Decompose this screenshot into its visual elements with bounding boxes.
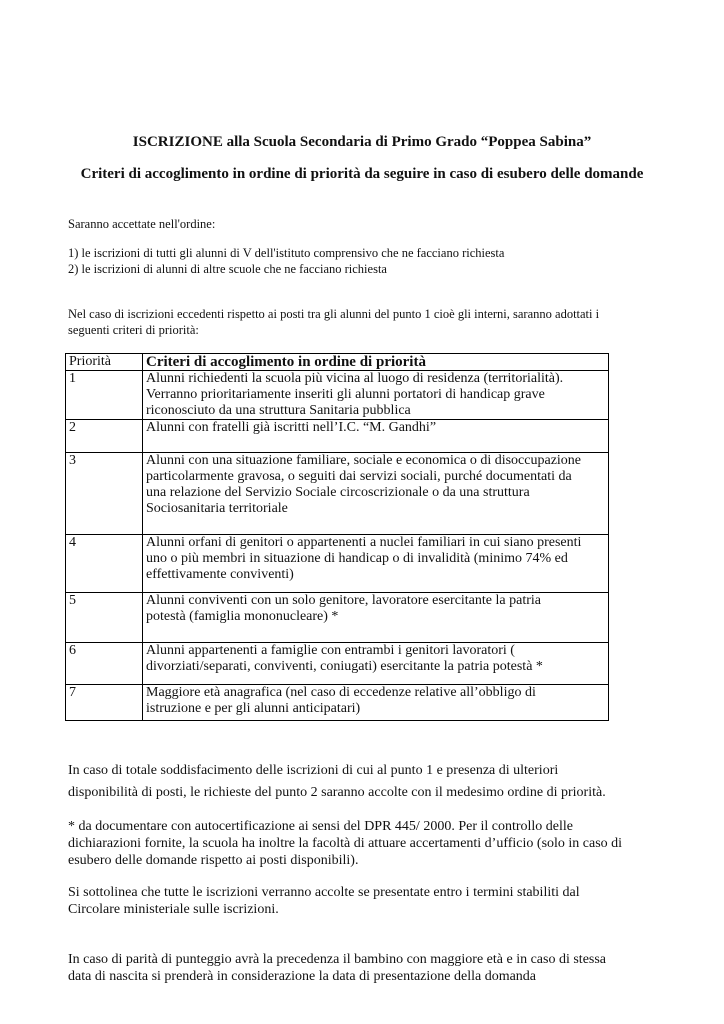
row-criteria: [143, 420, 609, 453]
paragraph-line: dichiarazioni fornite, la scuola ha inoltre la facoltà di attuare accertamenti d’ufficio (solo in caso di: [68, 836, 623, 851]
paragraph-line: Circolare ministeriale sulle iscrizioni.: [68, 902, 279, 917]
criteria-line: Alunni orfani di genitori o appartenenti a nuclei familiari in cui siano presenti: [146, 535, 582, 550]
criteria-line: Alunni richiedenti la scuola più vicina al luogo di residenza (territorialità).: [146, 371, 564, 386]
criteria-line: una relazione del Servizio Sociale circoscrizionale o da una struttura: [146, 485, 530, 500]
row-number: 2: [66, 420, 143, 453]
paragraph-line: In caso di parità di punteggio avrà la precedenza il bambino con maggiore età e in caso di stessa: [68, 952, 607, 967]
row-number: 1: [66, 371, 143, 420]
note-line-2: seguenti criteri di priorità:: [68, 323, 199, 337]
row-criteria: [143, 685, 609, 721]
paragraph-availability: [68, 760, 648, 804]
paragraph-tiebreak: [68, 951, 648, 985]
row-number: 7: [66, 685, 143, 721]
row-criteria: [143, 643, 609, 685]
table-row: [66, 453, 609, 535]
criteria-line: particolarmente gravosa, o seguiti dai servizi sociali, purché documentati da: [146, 469, 572, 484]
criteria-line: divorziati/separati, conviventi, coniugati) esercitante la patria potestà *: [146, 659, 543, 674]
table-row: [66, 420, 609, 453]
paragraph-line: esubero delle domande rispetto ai posti disponibili).: [68, 853, 359, 868]
row-number: 3: [66, 453, 143, 535]
paragraph-deadline: [68, 884, 648, 918]
document-title: ISCRIZIONE alla Scuola Secondaria di Primo Grado “Poppea Sabina”: [132, 134, 592, 150]
criteria-line: istruzione e per gli alunni anticipatari): [146, 701, 361, 716]
table-header-row: [66, 354, 609, 371]
criteria-line: Alunni con una situazione familiare, sociale e economica o di disoccupazione: [146, 453, 582, 468]
header-priority: Priorità: [66, 354, 143, 371]
paragraph-line: Si sottolinea che tutte le iscrizioni verranno accolte se presentate entro i termini stabiliti dal: [68, 885, 580, 900]
table-row: [66, 535, 609, 593]
document-subtitle: Criteri di accoglimento in ordine di priorità da seguire in caso di esubero delle domande: [80, 166, 644, 182]
intro-text: Saranno accettate nell'ordine:: [68, 217, 216, 231]
table-row: [66, 593, 609, 643]
note-line-1: Nel caso di iscrizioni eccedenti rispetto ai posti tra gli alunni del punto 1 cioè gli interni, saranno adottati i: [68, 307, 600, 321]
criteria-line: potestà (famiglia mononucleare) *: [146, 609, 339, 624]
paragraph-line: In caso di totale soddisfacimento delle iscrizioni di cui al punto 1 e presenza di ulteriori: [68, 763, 559, 778]
row-criteria: [143, 593, 609, 643]
criteria-line: uno o più membri in situazione di handicap o di invalidità (minimo 74% ed: [146, 551, 568, 566]
rule-item-1: 1) le iscrizioni di tutti gli alunni di V dell'istituto comprensivo che ne facciano richiesta: [68, 246, 505, 260]
row-criteria: [143, 535, 609, 593]
criteria-table: [65, 353, 609, 721]
criteria-line: Sociosanitaria territoriale: [146, 501, 288, 516]
criteria-line: effettivamente conviventi): [146, 567, 294, 582]
table-row: [66, 371, 609, 420]
criteria-line: Alunni conviventi con un solo genitore, lavoratore esercitante la patria: [146, 593, 541, 608]
header-criteria: Criteri di accoglimento in ordine di priorità: [143, 354, 609, 371]
criteria-line: Alunni con fratelli già iscritti nell’I.C. “M. Gandhi”: [146, 420, 437, 435]
criteria-line: Alunni appartenenti a famiglie con entrambi i genitori lavoratori (: [146, 643, 515, 658]
criteria-line: riconosciuto da una struttura Sanitaria pubblica: [146, 403, 411, 418]
paragraph-line: data di nascita si prenderà in considerazione la data di presentazione della domanda: [68, 969, 537, 984]
row-number: 4: [66, 535, 143, 593]
table-row: [66, 685, 609, 721]
row-criteria: [143, 453, 609, 535]
criteria-line: Maggiore età anagrafica (nel caso di eccedenze relative all’obbligo di: [146, 685, 536, 700]
row-criteria: [143, 371, 609, 420]
criteria-line: Verranno prioritariamente inseriti gli alunni portatori di handicap grave: [146, 387, 545, 402]
row-number: 5: [66, 593, 143, 643]
paragraph-footnote: [68, 818, 648, 869]
rule-item-2: 2) le iscrizioni di alunni di altre scuole che ne facciano richiesta: [68, 262, 387, 276]
row-number: 6: [66, 643, 143, 685]
paragraph-line: * da documentare con autocertificazione ai sensi del DPR 445/ 2000. Per il controllo delle: [68, 819, 574, 834]
table-row: [66, 643, 609, 685]
paragraph-line: disponibilità di posti, le richieste del punto 2 saranno accolte con il medesimo ordine di priorità.: [68, 785, 606, 800]
